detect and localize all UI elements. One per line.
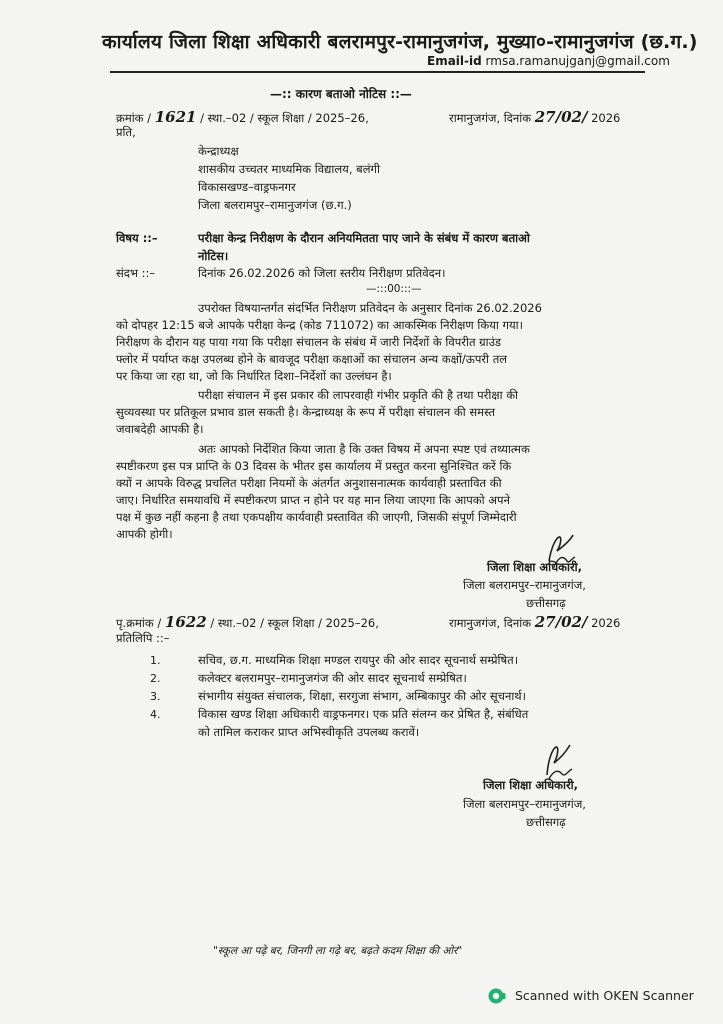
ref-number-line [116, 108, 369, 126]
para3-line-1: अतः आपको निर्देशित किया जाता है कि उक्त विषय में अपना स्पष्ट एवं तथ्यात्मक [198, 442, 530, 456]
office-title: कार्यालय जिला शिक्षा अधिकारी बलरामपुर-रामानुजगंज, मुख्या०-रामानुजगंज (छ.ग.) [102, 31, 698, 53]
ref-date [449, 108, 620, 126]
para1-line-2: को दोपहर 12:15 बजे आपके परीक्षा केन्द्र (कोड 711072) का आकस्मिक निरीक्षण किया गया। [116, 318, 523, 332]
to-line-2: शासकीय उच्चतर माध्यमिक विद्यालय, बलंगी [198, 162, 380, 176]
header-divider [110, 71, 645, 73]
para3-line-6: आपकी होगी। [116, 527, 173, 541]
ref2-prefix: पृ.क्रमांक / [116, 616, 162, 630]
para2-line-1: परीक्षा संचालन में इस प्रकार की लापरवाही गंभीर प्रकृति की है तथा परीक्षा की [198, 388, 519, 402]
para2-line-2: सुव्यवस्था पर प्रतिकूल प्रभाव डाल सकती है। केन्द्राध्यक्ष के रूप में परीक्षा संचालन की समस्त [116, 405, 496, 419]
ref-suffix: / स्था.–02 / स्कूल शिक्षा / 2025–26, [200, 111, 369, 125]
email-label: Email-id [427, 54, 482, 68]
copy-item-3-text: संभागीय संयुक्त संचालक, शिक्षा, सरगुजा संभाग, अम्बिकापुर की ओर सूचनार्थ। [198, 689, 527, 703]
copy-item-3-num: 3. [150, 690, 161, 703]
sig2-state: छत्तीसगढ़ [526, 815, 566, 829]
para3-line-5: पक्ष में कुछ नहीं कहना है तथा एकपक्षीय कार्यवाही प्रस्तावित की जाएगी, जिसकी संपूर्ण जिम्मेदारी [116, 510, 517, 524]
ref2-date-daymonth: 27/02/ [534, 613, 588, 631]
copy-item-1-num: 1. [150, 654, 161, 667]
sig2-title: जिला शिक्षा अधिकारी, [483, 778, 579, 792]
para2-line-3: जवाबदेही आपकी है। [116, 422, 204, 436]
para3-line-2: स्पष्टीकरण इस पत्र प्राप्ति के 03 दिवस के भीतर इस कार्यालय में प्रस्तुत करना सुनिश्चित करें कि [116, 459, 512, 473]
copy-item-4-text-2: को तामिल कराकर प्राप्त अभिस्वीकृति उपलब्ध करावें। [198, 725, 420, 739]
scanner-watermark: Scanned with OKEN Scanner [515, 988, 694, 1003]
ref2-date-prefix: रामानुजगंज, दिनांक [449, 616, 532, 630]
ref-date-year: 2026 [591, 111, 621, 125]
ref-date-daymonth: 27/02/ [534, 108, 588, 126]
notice-title: —:: कारण बताओ नोटिस ::— [270, 87, 412, 101]
ref-prefix: क्रमांक / [116, 111, 152, 125]
subject-label: विषय ::– [116, 231, 158, 245]
para1-line-4: फ्लोर में पर्याप्त कक्ष उपलब्ध होने के बावजूद परीक्षा कक्षाओं का संचालन अन्य कक्षों/ऊपरी तल [116, 352, 508, 366]
copy-label: प्रतिलिपि ::– [116, 631, 170, 645]
ref2-number-line [116, 613, 379, 631]
reference-text: दिनांक 26.02.2026 को जिला स्तरीय निरीक्षण प्रतिवेदन। [198, 266, 446, 280]
para1-line-5: पर किया जा रहा था, जो कि निर्धारित दिशा–निर्देशों का उल्लंघन है। [116, 369, 392, 383]
sig1-district: जिला बलरामपुर–रामानुजगंज, [463, 578, 586, 592]
ref2-number: 1622 [164, 613, 207, 631]
ref-number: 1621 [154, 108, 197, 126]
email-line [427, 54, 670, 68]
sig2-district: जिला बलरामपुर–रामानुजगंज, [463, 797, 586, 811]
subject-line-2: नोटिस। [198, 249, 229, 263]
ref2-date-year: 2026 [591, 616, 621, 630]
to-prefix: प्रति, [116, 125, 136, 139]
copy-item-4-text: विकास खण्ड शिक्षा अधिकारी वाड्रफनगर। एक प्रति संलग्न कर प्रेषित है, संबंधित [198, 707, 529, 721]
sig1-state: छत्तीसगढ़ [526, 596, 566, 610]
oken-scanner-icon [487, 987, 507, 1005]
ref2-date [449, 613, 620, 631]
copy-item-2-text: कलेक्टर बलरामपुर–रामानुजगंज की ओर सादर सूचनार्थ सम्प्रेषित। [198, 671, 467, 685]
to-line-4: जिला बलरामपुर–रामानुजगंज (छ.ग.) [198, 198, 352, 212]
copy-item-4-num: 4. [150, 708, 161, 721]
para1-line-1: उपरोक्त विषयान्तर्गत संदर्भित निरीक्षण प्रतिवेदन के अनुसार दिनांक 26.02.2026 [198, 301, 542, 315]
copy-item-2-num: 2. [150, 672, 161, 685]
sig1-title: जिला शिक्षा अधिकारी, [487, 560, 583, 574]
reference-label: संदभ ::– [116, 266, 156, 280]
separator: —:::00:::— [366, 283, 422, 295]
subject-line-1: परीक्षा केन्द्र निरीक्षण के दौरान अनियमितता पाए जाने के संबंध में कारण बताओ [198, 231, 530, 245]
para1-line-3: निरीक्षण के दौरान यह पाया गया कि परीक्षा संचालन के संबंध में जारी निर्देशों के विपरीत ग्राउंड [116, 335, 502, 349]
email-value: rmsa.ramanujganj@gmail.com [485, 54, 670, 68]
para3-line-4: जाए। निर्धारित समयावधि में स्पष्टीकरण प्राप्त न होने पर यह मान लिया जाएगा कि आपको अपने [116, 493, 510, 507]
ref2-suffix: / स्था.–02 / स्कूल शिक्षा / 2025–26, [210, 616, 379, 630]
copy-item-1-text: सचिव, छ.ग. माध्यमिक शिक्षा मण्डल रायपुर की ओर सादर सूचनार्थ सम्प्रेषित। [198, 653, 519, 667]
to-line-1: केन्द्राध्यक्ष [198, 144, 239, 158]
to-line-3: विकासखण्ड–वाड्रफनगर [198, 180, 296, 194]
ref-date-prefix: रामानुजगंज, दिनांक [449, 111, 532, 125]
footer-slogan: "स्कूल आ पढ़े बर, जिनगी ला गढ़े बर, बढ़ते कदम शिक्षा की ओर" [213, 945, 463, 957]
para3-line-3: क्यों न आपके विरुद्ध प्रचलित परीक्षा नियमों के अंतर्गत अनुशासनात्मक कार्यवाही प्रस्तावित की [116, 476, 502, 490]
